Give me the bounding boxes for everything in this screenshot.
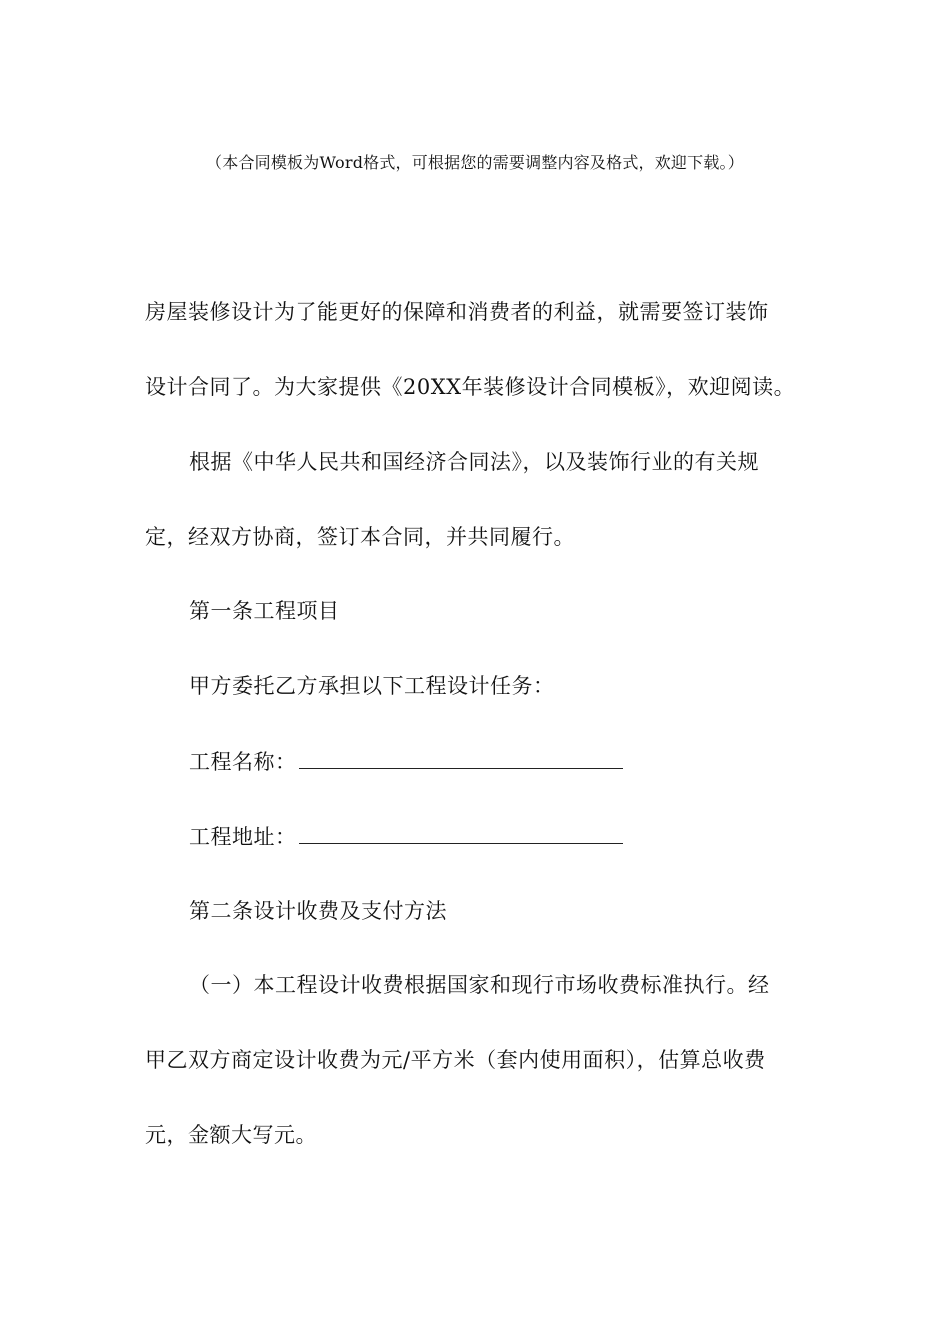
clause-1-line-1: （一）本工程设计收费根据国家和现行市场收费标准执行。经 <box>189 973 770 997</box>
project-name-label: 工程名称： <box>189 750 297 774</box>
article-2-title: 第二条设计收费及支付方法 <box>189 899 447 923</box>
project-address-blank <box>299 821 623 844</box>
article-1-text: 甲方委托乙方承担以下工程设计任务： <box>189 674 555 698</box>
intro-line-1: 房屋装修设计为了能更好的保障和消费者的利益，就需要签订装饰 <box>145 300 769 324</box>
clause-1-line-2: 甲乙双方商定设计收费为元/平方米（套内使用面积），估算总收费 <box>145 1048 766 1072</box>
clause-1-line-3: 元，金额大写元。 <box>145 1123 317 1147</box>
preamble-line-1: 根据《中华人民共和国经济合同法》，以及装饰行业的有关规 <box>189 450 759 474</box>
template-note: （本合同模板为Word格式，可根据您的需要调整内容及格式，欢迎下载。） <box>206 153 744 172</box>
intro-line-2: 设计合同了。为大家提供《20XX年装修设计合同模板》，欢迎阅读。 <box>145 375 796 399</box>
project-address-row <box>189 821 623 852</box>
preamble-line-2: 定，经双方协商，签订本合同，并共同履行。 <box>145 525 575 549</box>
project-address-label: 工程地址： <box>189 825 297 849</box>
project-name-row <box>189 746 623 777</box>
project-name-blank <box>299 746 623 769</box>
article-1-title: 第一条工程项目 <box>189 599 340 623</box>
